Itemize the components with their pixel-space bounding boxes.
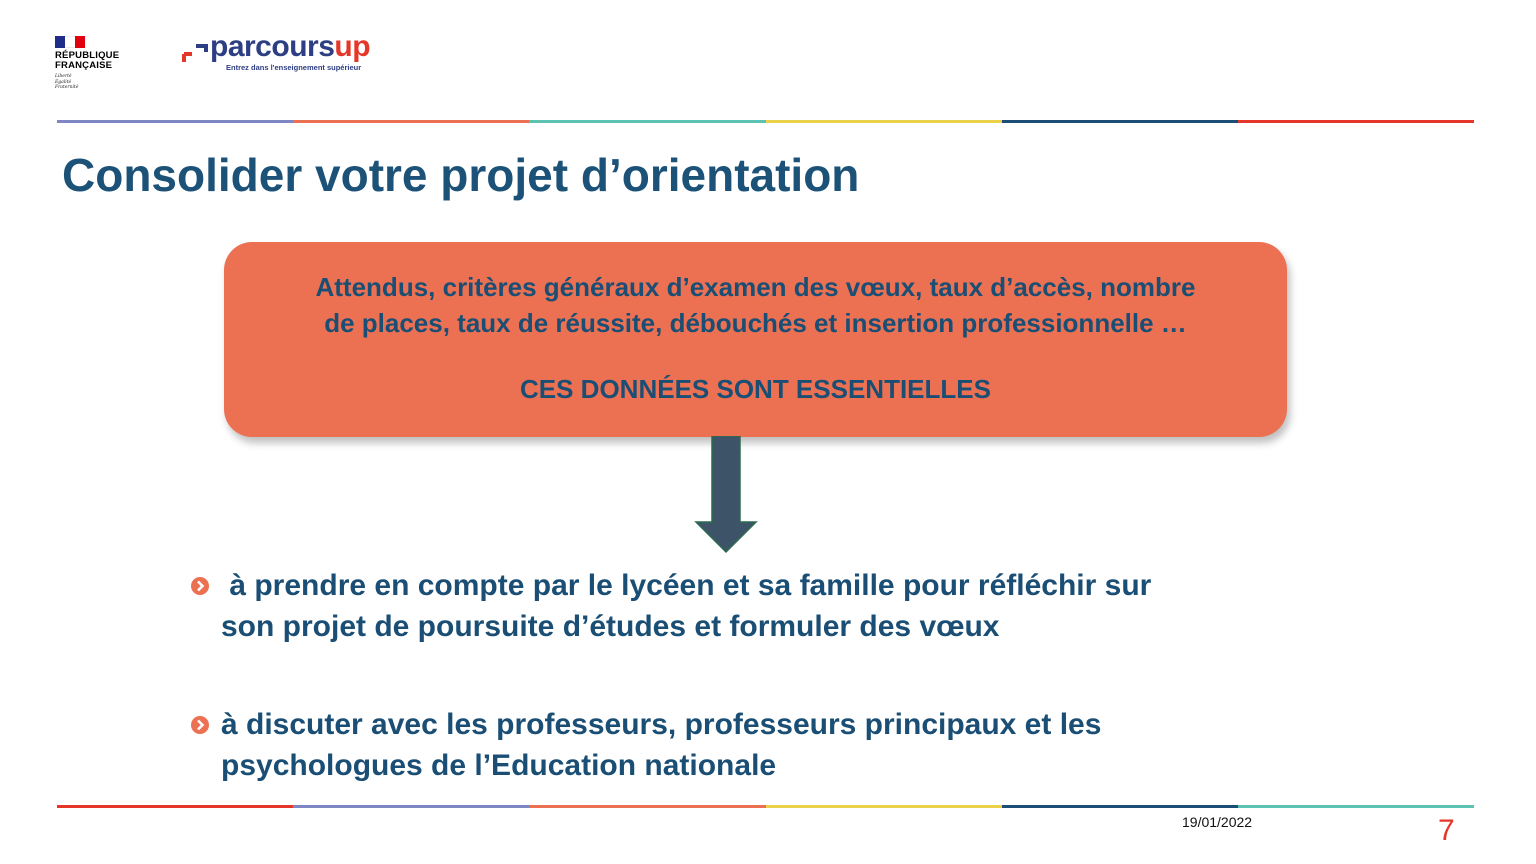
list-item <box>190 565 1340 647</box>
parcoursup-mark-icon <box>182 40 212 70</box>
rf-name-line1: RÉPUBLIQUE <box>55 50 120 61</box>
box-line-1: Attendus, critères généraux d’examen des vœux, taux d’accès, nombre <box>315 272 1196 302</box>
down-arrow-icon <box>692 436 760 556</box>
republique-francaise-logo <box>55 36 135 91</box>
rf-name-line2: FRANÇAISE <box>55 60 113 71</box>
parcoursup-wordmark <box>210 30 370 64</box>
page-number: 7 <box>1438 814 1455 847</box>
parcoursup-word-main: parcours <box>210 30 335 63</box>
rf-motto <box>55 74 135 91</box>
top-color-stripe <box>57 120 1474 123</box>
motto-fraternite: Fraternité <box>55 85 79 90</box>
motto-egalite: Égalité <box>55 79 72 85</box>
box-line-2: de places, taux de réussite, débouchés et insertion professionnelle … <box>324 308 1187 338</box>
box-text <box>224 269 1287 341</box>
motto-liberte: Liberté <box>55 74 72 79</box>
slide-date: 19/01/2022 <box>1182 814 1253 830</box>
parcoursup-tagline: Entrez dans l'enseignement supérieur <box>226 63 362 72</box>
bullet-1-line-2: son projet de poursuite d’études et formuler des vœux <box>221 610 1000 643</box>
slide-title: Consolider votre projet d’orientation <box>62 149 860 201</box>
bottom-color-stripe <box>57 805 1474 808</box>
chevron-circle-icon <box>190 576 210 596</box>
french-flag-icon <box>55 36 85 48</box>
bullet-1-line-1: à prendre en compte par le lycéen et sa famille pour réfléchir sur <box>221 569 1152 602</box>
key-data-box <box>224 242 1287 437</box>
parcoursup-word-accent: up <box>334 30 371 63</box>
bullet-list <box>190 565 1340 786</box>
list-item <box>190 704 1340 786</box>
chevron-circle-icon <box>190 715 210 735</box>
parcoursup-logo <box>182 32 412 76</box>
box-emphasis: CES DONNÉES SONT ESSENTIELLES <box>520 374 991 404</box>
bullet-2-line-1: à discuter avec les professeurs, professeurs principaux et les <box>221 708 1102 741</box>
bullet-2-line-2: psychologues de l’Education nationale <box>221 749 777 782</box>
